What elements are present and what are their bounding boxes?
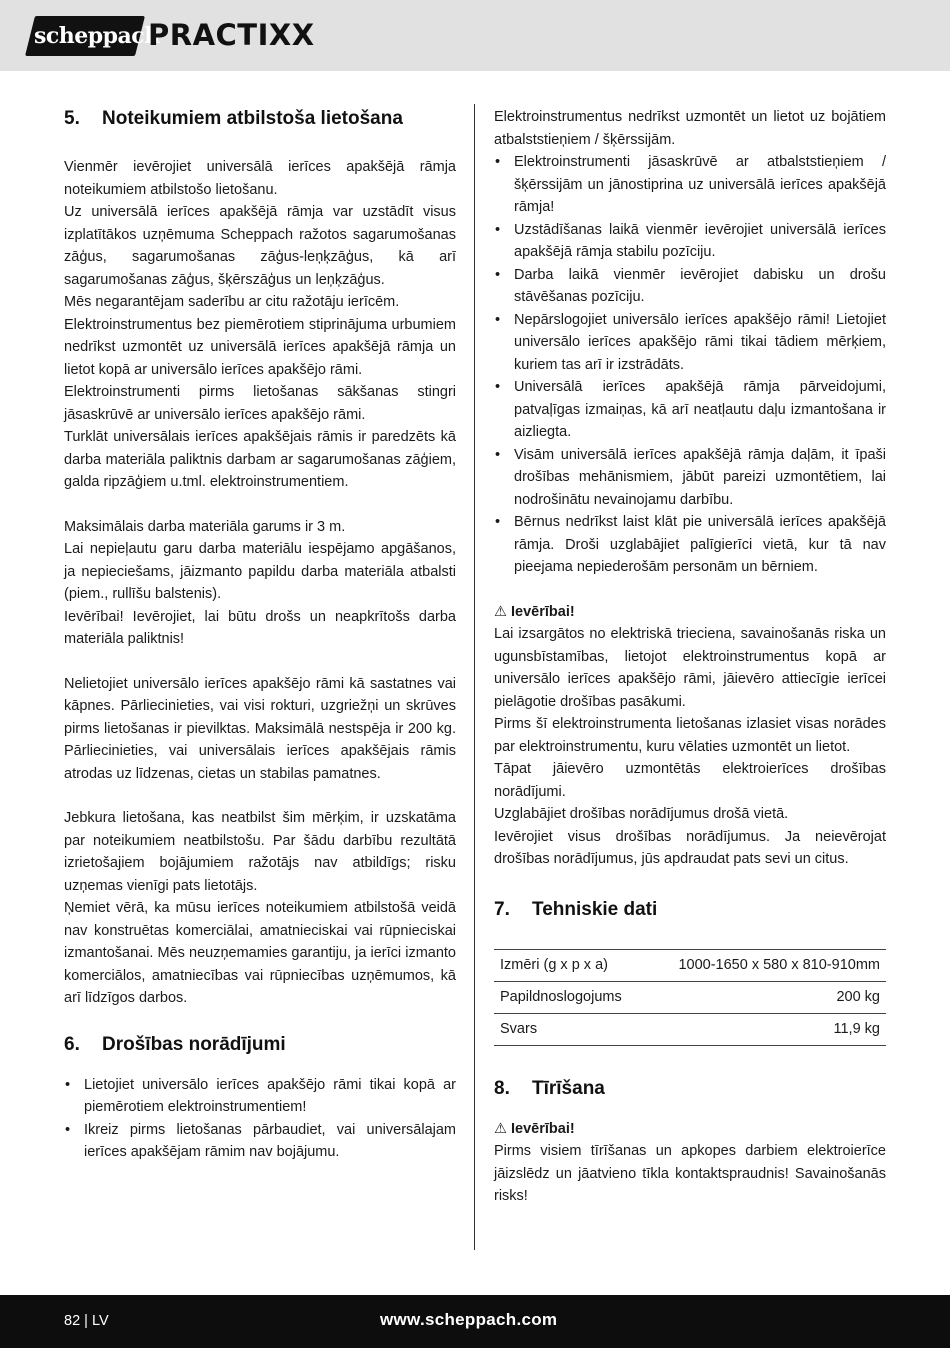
warning-label: ⚠ Ievērībai! [494,603,575,620]
safety-list [64,1074,456,1164]
paragraph: Turklāt universālais ierīces apakšējais rāmis ir paredzēts kā darba materiāla paliktnis darbam ar sagarumošanas zāģiem, galda ripzāģiem u.tml. elektroinstrumentiem. [64,429,456,490]
section-title: Drošības norādījumi [102,1033,286,1055]
bullet-icon: • [495,266,501,283]
page-number: 82 | LV [64,1313,109,1329]
tech-data-table [494,949,886,1046]
right-column [494,106,886,1208]
page-footer [0,1295,950,1348]
section-title: Tīrīšana [532,1077,605,1099]
paragraph: Tāpat jāievēro uzmontētās elektroierīces drošības norādījumi. [494,761,886,800]
paragraph: Pirms visiem tīrīšanas un apkopes darbiem elektroierīce jāizslēdz un jāatvieno tīkla kontaktspraudnis! Savainošanās risks! [494,1143,886,1204]
section-number: 8. [494,1077,510,1099]
section-number: 5. [64,108,80,129]
list-item: • Universālā ierīces apakšējā rāmja pārveidojumi, patvaļīgas izmaiņas, kā arī neatļautu daļu izmantošana ir aizliegta. [494,376,886,444]
bullet-icon: • [495,311,501,328]
spec-label: Svars [494,1013,645,1045]
list-item: • Lietojiet universālo ierīces apakšējo rāmi tikai kopā ar piemērotiem elektroinstrumentiem! [64,1074,456,1119]
bullet-icon: • [495,514,501,530]
spec-value: 200 kg [645,981,886,1013]
spec-label: Papildnoslogojums [494,981,645,1013]
paragraph: Ņemiet vērā, ka mūsu ierīces noteikumiem atbilstošā veidā nav konstruētas komerciālai, amatnieciskai vai rūpnieciskai izmantošanai. Mēs neuzņemamies garantiju, ja ierīci izmanto komerciālos, amatniecības vai rūpniecības uzņēmumos, kā arī līdzīgos darbos. [64,900,456,1006]
list-item: • Visām universālā ierīces apakšējā rāmja daļām, it īpaši drošības mehānismiem, jābūt pareizi uzmontētiem, lai nodrošinātu nevainojamu darbību. [494,444,886,512]
paragraph: Ievērojiet visus drošības norādījumus. Ja neievērojat drošības norādījumus, jūs apdraudat pats sevi un citus. [494,828,886,867]
list-item: • Ikreiz pirms lietošanas pārbaudiet, vai universālajam ierīces apakšējam rāmim nav bojājumu. [64,1119,456,1164]
list-item: • Nepārslogojiet universālo ierīces apakšējo rāmi! Lietojiet universālo ierīces apakšējo rāmi tikai tādiem mērķiem, kuriem tas arī ir izstrādāts. [494,309,886,377]
paragraph: Ievērībai! Ievērojiet, lai būtu drošs un neapkrītošs darba materiāla paliktnis! [64,608,456,647]
paragraph: Elektroinstrumentus nedrīkst uzmontēt un lietot uz bojātiem atbalststieņiem / šķērssijām. [494,109,886,148]
paragraph: Elektroinstrumentus bez piemērotiem stiprinājuma urbumiem nedrīkst uzmontēt uz universālā ierīces apakšējā rāmja un lietot kopā ar universālo ierīces apakšējo rāmi. [64,316,456,378]
website-url: www.scheppach.com [380,1310,558,1329]
section-title: Tehniskie dati [532,898,658,920]
bullet-icon: • [495,154,501,170]
paragraph: Nelietojiet universālo ierīces apakšējo rāmi kā sastatnes vai kāpnes. Pārliecinieties, vai visi rokturi, uzgriežņi un skrūves pirms lietošanas ir pievilktas. Maksimālā nestspēja ir 200 kg. Pārliecinieties, vai universālais ierīces apakšējais rāmis atrodas uz līdzenas, cietas un stabilas pamatnes. [64,675,456,782]
paragraph: Uzglabājiet drošības norādījumus drošā vietā. [494,806,789,822]
bullet-icon: • [495,221,501,238]
paragraph: Lai izsargātos no elektriskā trieciena, savainošanās riska un ugunsbīstamības, lietojot elektroinstrumentus kopā ar universālo ierīces apakšējo rāmi, jāievēro attiecīgie ierīcei pielāgotie drošības pasākumi. [494,626,886,710]
bullet-icon: • [495,379,501,395]
table-row [494,1013,886,1045]
paragraph: Lai nepieļautu garu darba materiālu iespējamo apgāšanos, ja nepieciešams, jāizmanto papildu darba materiāla atbalsti (piem., rullīšu balstenis). [64,541,456,602]
table-row [494,949,886,981]
spec-value: 1000-1650 x 580 x 810-910mm [645,949,886,981]
spec-value: 11,9 kg [645,1013,886,1045]
left-column [64,106,456,1164]
paragraph: Jebkura lietošana, kas neatbilst šim mērķim, ir uzskatāma par noteikumiem neatbilstošu. Par šādu darbību rezultātā izrietošajiem bojājumiem ražotājs nav atbildīgs; risku uzņemas vienīgi pats lietotājs. [64,810,456,894]
paragraph: Elektroinstrumenti pirms lietošanas sākšanas stingri jāsaskrūvē ar universālo ierīces apakšējo rāmi. [64,384,456,423]
section-7-heading [494,897,886,923]
section-title: Noteikumiem atbilstoša lietošana [102,108,403,129]
section-8-heading [494,1076,886,1102]
bullet-icon: • [65,1121,71,1138]
section-number: 7. [494,898,510,920]
paragraph: Pirms šī elektroinstrumenta lietošanas izlasiet visas norādes par elektroinstrumentu, kuru vēlaties uzmontēt un lietot. [494,716,886,755]
paragraph: Vienmēr ievērojiet universālā ierīces apakšējā rāmja noteikumiem atbilstošo lietošanu. [64,159,456,198]
list-item: • Elektroinstrumenti jāsaskrūvē ar atbalststieņiem / šķērssijām un jānostiprina uz universālā ierīces apakšējā rāmja! [494,151,886,219]
section-6-heading [64,1032,456,1058]
list-item: • Darba laikā vienmēr ievērojiet dabisku un drošu stāvēšanas pozīciju. [494,264,886,309]
page-header [0,0,950,71]
practixx-brand: PRACTIXX [148,18,315,52]
section-number: 6. [64,1033,80,1055]
safety-list-continued [494,151,886,579]
column-divider [474,104,475,1250]
list-item: • Bērnus nedrīkst laist klāt pie universālā ierīces apakšējā rāmja. Droši uzglabājiet palīgierīci vietā, kur tā nav pieejama nepiederošām personām un bērniem. [494,511,886,579]
spec-label: Izmēri (g x p x a) [494,949,645,981]
paragraph: Mēs negarantējam saderību ar citu ražotāju ierīcēm. [64,294,400,310]
bullet-icon: • [495,446,501,463]
list-item: • Uzstādīšanas laikā vienmēr ievērojiet universālā ierīces apakšējā rāmja stabilu pozīciju. [494,219,886,264]
section-5-heading [64,106,456,132]
scheppach-logo-text: scheppach [34,23,160,49]
paragraph: Uz universālā ierīces apakšējā rāmja var uzstādīt visus izplatītākos uzņēmuma Scheppach ražotos sagarumošanas zāģus, sagarumošanas zāģus-leņķzāģus, kā arī sagarumošanas zāģus, šķērszāģus un leņķzāģus. [64,204,456,288]
table-row [494,981,886,1013]
paragraph: Maksimālais darba materiāla garums ir 3 m. [64,518,346,535]
warning-label: ⚠ Ievērībai! [494,1120,575,1137]
bullet-icon: • [65,1076,71,1093]
